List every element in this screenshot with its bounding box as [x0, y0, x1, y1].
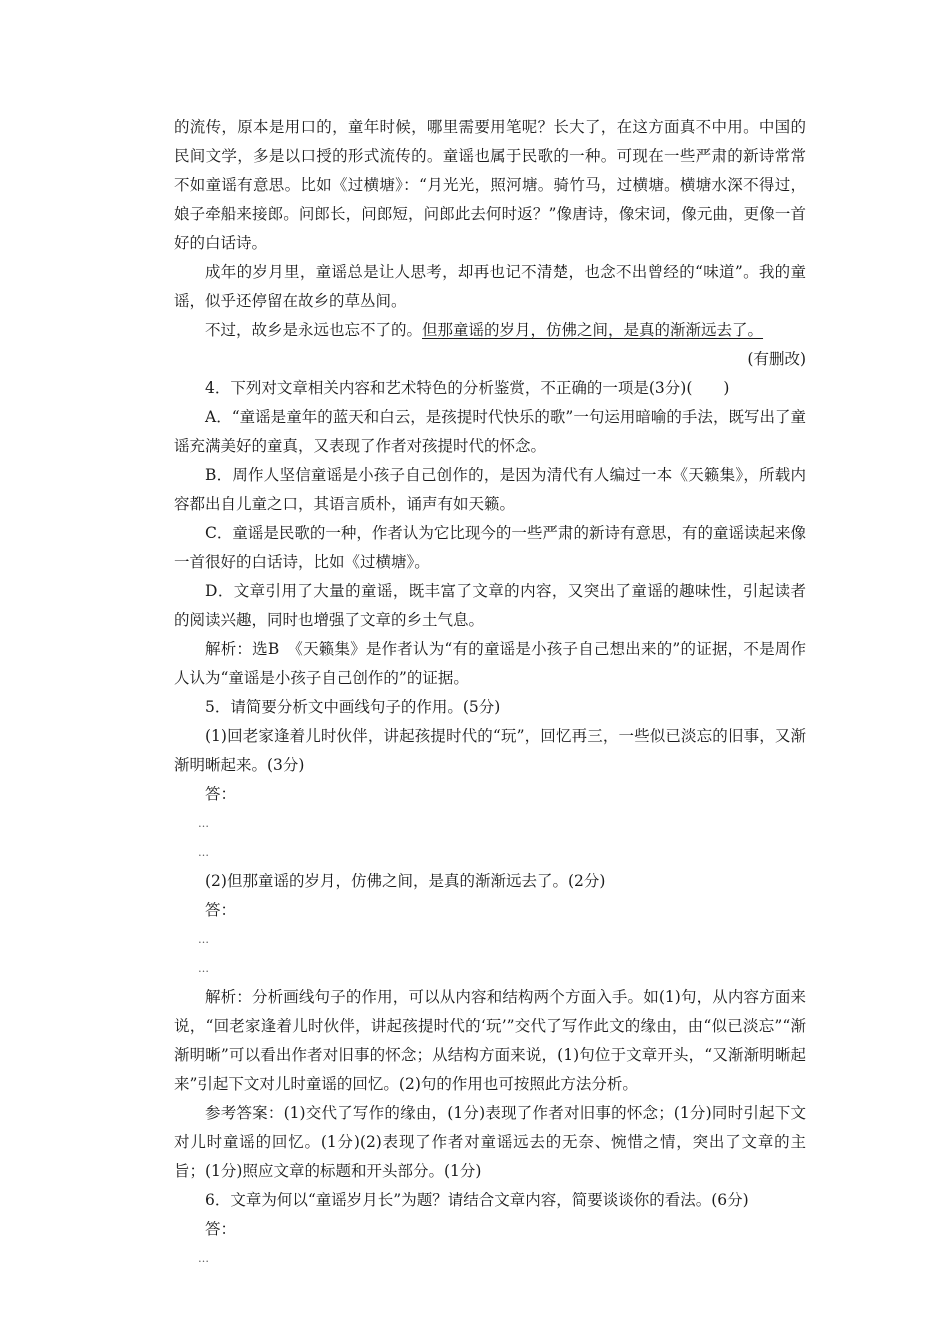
answer-label: 答： [205, 901, 237, 919]
underlined-sentence: 但那童谣的岁月，仿佛之间，是真的渐渐远去了。 [422, 321, 764, 339]
document-page [174, 113, 806, 1273]
answer-blank: … [198, 933, 209, 946]
answer-blank: … [198, 846, 209, 859]
question-6-stem: 6．文章为何以“童谣岁月长”为题？请结合文章内容，简要谈谈你的看法。(6分) [205, 1191, 749, 1209]
question-4-option-d: D．文章引用了大量的童谣，既丰富了文章的内容，又突出了童谣的趣味性，引起读者的阅读兴趣，同时也增强了文章的乡土气息。 [174, 582, 806, 629]
question-4-option-a: A．“童谣是童年的蓝天和白云，是孩提时代快乐的歌”一句运用暗喻的手法，既写出了童谣充满美好的童真，又表现了作者对孩提时代的怀念。 [174, 408, 806, 455]
answer-blank: … [198, 817, 209, 830]
question-4-analysis: 解析：选B 《天籁集》是作者认为“有的童谣是小孩子自己想出来的”的证据，不是周作人认为“童谣是小孩子自己创作的”的证据。 [174, 640, 806, 687]
question-5-analysis: 解析：分析画线句子的作用，可以从内容和结构两个方面入手。如(1)句，从内容方面来说，“回老家逢着儿时伙伴，讲起孩提时代的‘玩’”交代了写作此文的缘由，由“似已淡忘”“渐渐明晰”可以看出作者对旧事的怀念；从结构方面来说，(1)句位于文章开头，“又渐渐明晰起来”引起下文对儿时童谣的回忆。(2)句的作用也可按照此方法分析。 [174, 988, 806, 1093]
question-4-stem: 4．下列对文章相关内容和艺术特色的分析鉴赏，不正确的一项是(3分)( ) [205, 379, 730, 397]
question-5-sub-2: (2)但那童谣的岁月，仿佛之间，是真的渐渐远去了。(2分) [205, 872, 606, 890]
question-5-sub-1: (1)回老家逢着儿时伙伴，讲起孩提时代的“玩”，回忆再三，一些似已淡忘的旧事，又渐渐明晰起来。(3分) [174, 727, 806, 774]
passage-paragraph-3 [174, 316, 806, 345]
question-4-option-b: B．周作人坚信童谣是小孩子自己创作的，是因为清代有人编过一本《天籁集》，所载内容都出自儿童之口，其语言质朴，诵声有如天籁。 [174, 466, 806, 513]
passage-paragraph-2: 成年的岁月里，童谣总是让人思考，却再也记不清楚，也念不出曾经的“味道”。我的童谣，似乎还停留在故乡的草丛间。 [174, 263, 806, 310]
answer-label: 答： [205, 1220, 237, 1238]
answer-blank: … [198, 1252, 209, 1265]
source-note: (有删改) [747, 350, 806, 368]
question-4-option-c: C．童谣是民歌的一种，作者认为它比现今的一些严肃的新诗有意思，有的童谣读起来像一首很好的白话诗，比如《过横塘》。 [174, 524, 806, 571]
question-5-stem: 5．请简要分析文中画线句子的作用。(5分) [205, 698, 501, 716]
passage-paragraph-1: 的流传，原本是用口的，童年时候，哪里需要用笔呢？长大了，在这方面真不中用。中国的民间文学，多是以口授的形式流传的。童谣也属于民歌的一种。可现在一些严肃的新诗常常不如童谣有意思。比如《过横塘》：“月光光，照河塘。骑竹马，过横塘。横塘水深不得过，娘子牵船来接郎。问郎长，问郎短，问郎此去何时返？”像唐诗，像宋词，像元曲，更像一首好的白话诗。 [174, 118, 806, 252]
passage-paragraph-3-text: 不过，故乡是永远也忘不了的。 [205, 321, 423, 339]
answer-blank: … [198, 962, 209, 975]
question-5-reference-answer: 参考答案：(1)交代了写作的缘由，(1分)表现了作者对旧事的怀念；(1分)同时引起下文对儿时童谣的回忆。(1分)(2)表现了作者对童谣远去的无奈、惋惜之情，突出了文章的主旨；(1分)照应文章的标题和开头部分。(1分) [174, 1104, 806, 1180]
answer-label: 答： [205, 785, 237, 803]
